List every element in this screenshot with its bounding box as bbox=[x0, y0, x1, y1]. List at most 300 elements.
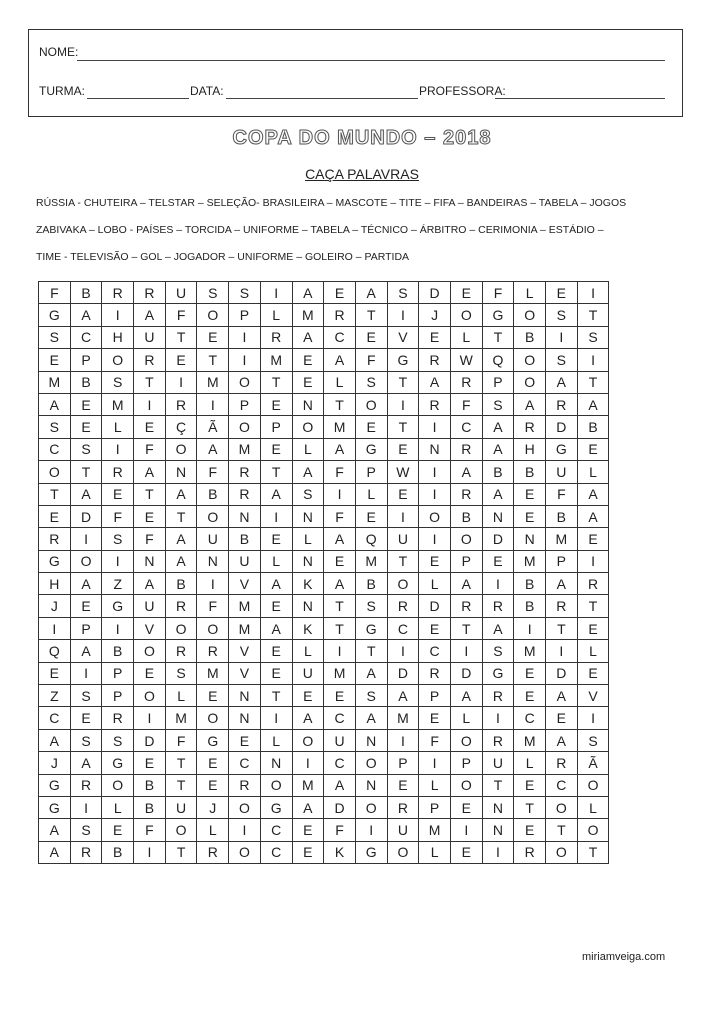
grid-cell[interactable]: A bbox=[546, 685, 578, 707]
grid-cell[interactable]: E bbox=[387, 483, 419, 505]
grid-cell[interactable]: I bbox=[102, 617, 134, 639]
grid-cell[interactable]: U bbox=[482, 752, 514, 774]
grid-cell[interactable]: T bbox=[324, 595, 356, 617]
grid-cell[interactable]: L bbox=[577, 796, 609, 818]
grid-cell[interactable]: I bbox=[577, 550, 609, 572]
grid-cell[interactable]: T bbox=[165, 752, 197, 774]
grid-cell[interactable]: I bbox=[482, 573, 514, 595]
grid-cell[interactable]: U bbox=[165, 282, 197, 304]
grid-cell[interactable]: J bbox=[39, 752, 71, 774]
grid-cell[interactable]: J bbox=[419, 304, 451, 326]
grid-cell[interactable]: N bbox=[292, 505, 324, 527]
grid-cell[interactable]: G bbox=[387, 349, 419, 371]
grid-cell[interactable]: E bbox=[70, 595, 102, 617]
grid-cell[interactable]: E bbox=[514, 662, 546, 684]
grid-cell[interactable]: N bbox=[197, 550, 229, 572]
grid-cell[interactable]: N bbox=[260, 752, 292, 774]
grid-cell[interactable]: U bbox=[292, 662, 324, 684]
grid-cell[interactable]: B bbox=[197, 483, 229, 505]
grid-cell[interactable]: A bbox=[292, 796, 324, 818]
grid-cell[interactable]: C bbox=[39, 707, 71, 729]
grid-cell[interactable]: O bbox=[355, 393, 387, 415]
grid-cell[interactable]: L bbox=[102, 416, 134, 438]
grid-cell[interactable]: L bbox=[260, 729, 292, 751]
grid-cell[interactable]: E bbox=[482, 550, 514, 572]
grid-cell[interactable]: N bbox=[229, 707, 261, 729]
grid-cell[interactable]: R bbox=[419, 393, 451, 415]
grid-cell[interactable]: H bbox=[39, 573, 71, 595]
grid-cell[interactable]: S bbox=[197, 282, 229, 304]
grid-cell[interactable]: P bbox=[70, 617, 102, 639]
grid-cell[interactable]: E bbox=[577, 662, 609, 684]
grid-cell[interactable]: I bbox=[70, 662, 102, 684]
grid-cell[interactable]: G bbox=[102, 752, 134, 774]
grid-cell[interactable]: H bbox=[514, 438, 546, 460]
grid-cell[interactable]: R bbox=[70, 841, 102, 863]
grid-cell[interactable]: T bbox=[387, 550, 419, 572]
grid-cell[interactable]: G bbox=[355, 617, 387, 639]
grid-cell[interactable]: M bbox=[546, 528, 578, 550]
grid-cell[interactable]: S bbox=[102, 371, 134, 393]
grid-cell[interactable]: P bbox=[355, 461, 387, 483]
grid-cell[interactable]: E bbox=[514, 685, 546, 707]
grid-cell[interactable]: I bbox=[134, 707, 166, 729]
grid-cell[interactable]: G bbox=[39, 774, 71, 796]
grid-cell[interactable]: T bbox=[577, 595, 609, 617]
grid-cell[interactable]: M bbox=[165, 707, 197, 729]
grid-cell[interactable]: R bbox=[324, 304, 356, 326]
grid-cell[interactable]: T bbox=[260, 461, 292, 483]
grid-cell[interactable]: T bbox=[482, 774, 514, 796]
grid-cell[interactable]: G bbox=[260, 796, 292, 818]
grid-cell[interactable]: R bbox=[229, 483, 261, 505]
grid-cell[interactable]: L bbox=[577, 640, 609, 662]
grid-cell[interactable]: G bbox=[197, 729, 229, 751]
grid-cell[interactable]: E bbox=[197, 685, 229, 707]
grid-cell[interactable]: I bbox=[197, 393, 229, 415]
grid-cell[interactable]: A bbox=[165, 550, 197, 572]
grid-cell[interactable]: I bbox=[39, 617, 71, 639]
grid-cell[interactable]: Q bbox=[482, 349, 514, 371]
grid-cell[interactable]: D bbox=[546, 416, 578, 438]
grid-cell[interactable]: I bbox=[387, 729, 419, 751]
grid-cell[interactable]: L bbox=[419, 774, 451, 796]
grid-cell[interactable]: L bbox=[197, 819, 229, 841]
grid-cell[interactable]: R bbox=[102, 282, 134, 304]
grid-cell[interactable]: F bbox=[482, 282, 514, 304]
grid-cell[interactable]: I bbox=[134, 841, 166, 863]
grid-cell[interactable]: Ã bbox=[577, 752, 609, 774]
grid-cell[interactable]: N bbox=[514, 528, 546, 550]
grid-cell[interactable]: G bbox=[482, 304, 514, 326]
grid-cell[interactable]: A bbox=[165, 528, 197, 550]
grid-cell[interactable]: E bbox=[450, 796, 482, 818]
grid-cell[interactable]: B bbox=[514, 595, 546, 617]
grid-cell[interactable]: A bbox=[134, 573, 166, 595]
grid-cell[interactable]: A bbox=[546, 573, 578, 595]
grid-cell[interactable]: P bbox=[229, 393, 261, 415]
grid-cell[interactable]: C bbox=[387, 617, 419, 639]
grid-cell[interactable]: O bbox=[450, 774, 482, 796]
grid-cell[interactable]: O bbox=[260, 774, 292, 796]
grid-cell[interactable]: J bbox=[39, 595, 71, 617]
grid-cell[interactable]: E bbox=[39, 349, 71, 371]
grid-cell[interactable]: A bbox=[577, 505, 609, 527]
grid-cell[interactable]: C bbox=[324, 707, 356, 729]
grid-cell[interactable]: L bbox=[292, 528, 324, 550]
grid-cell[interactable]: E bbox=[260, 528, 292, 550]
grid-cell[interactable]: E bbox=[260, 662, 292, 684]
grid-cell[interactable]: S bbox=[577, 729, 609, 751]
grid-cell[interactable]: O bbox=[577, 819, 609, 841]
grid-cell[interactable]: P bbox=[102, 662, 134, 684]
grid-cell[interactable]: N bbox=[482, 819, 514, 841]
grid-cell[interactable]: E bbox=[102, 819, 134, 841]
grid-cell[interactable]: R bbox=[70, 774, 102, 796]
grid-cell[interactable]: A bbox=[70, 640, 102, 662]
grid-cell[interactable]: N bbox=[229, 685, 261, 707]
grid-cell[interactable]: P bbox=[419, 796, 451, 818]
grid-cell[interactable]: A bbox=[39, 393, 71, 415]
grid-cell[interactable]: R bbox=[577, 573, 609, 595]
grid-cell[interactable]: B bbox=[134, 796, 166, 818]
grid-cell[interactable]: O bbox=[292, 416, 324, 438]
grid-cell[interactable]: O bbox=[229, 371, 261, 393]
grid-cell[interactable]: I bbox=[482, 841, 514, 863]
grid-cell[interactable]: A bbox=[260, 483, 292, 505]
grid-cell[interactable]: A bbox=[165, 483, 197, 505]
grid-cell[interactable]: R bbox=[134, 349, 166, 371]
grid-cell[interactable]: G bbox=[39, 550, 71, 572]
grid-cell[interactable]: C bbox=[260, 841, 292, 863]
grid-cell[interactable]: N bbox=[165, 461, 197, 483]
grid-cell[interactable]: U bbox=[546, 461, 578, 483]
grid-cell[interactable]: T bbox=[387, 416, 419, 438]
grid-cell[interactable]: L bbox=[260, 550, 292, 572]
grid-cell[interactable]: E bbox=[39, 662, 71, 684]
grid-cell[interactable]: P bbox=[229, 304, 261, 326]
grid-cell[interactable]: R bbox=[450, 438, 482, 460]
grid-cell[interactable]: O bbox=[197, 505, 229, 527]
grid-cell[interactable]: O bbox=[355, 752, 387, 774]
grid-cell[interactable]: R bbox=[102, 707, 134, 729]
grid-cell[interactable]: T bbox=[577, 371, 609, 393]
grid-cell[interactable]: Z bbox=[102, 573, 134, 595]
grid-cell[interactable]: I bbox=[292, 752, 324, 774]
grid-cell[interactable]: O bbox=[387, 573, 419, 595]
grid-cell[interactable]: Z bbox=[39, 685, 71, 707]
grid-cell[interactable]: R bbox=[419, 349, 451, 371]
grid-cell[interactable]: I bbox=[70, 528, 102, 550]
grid-cell[interactable]: I bbox=[102, 304, 134, 326]
grid-cell[interactable]: P bbox=[419, 685, 451, 707]
grid-cell[interactable]: E bbox=[102, 483, 134, 505]
grid-cell[interactable]: M bbox=[292, 774, 324, 796]
grid-cell[interactable]: G bbox=[355, 841, 387, 863]
grid-cell[interactable]: F bbox=[134, 528, 166, 550]
grid-cell[interactable]: E bbox=[419, 617, 451, 639]
grid-cell[interactable]: D bbox=[419, 595, 451, 617]
grid-cell[interactable]: F bbox=[165, 304, 197, 326]
grid-cell[interactable]: A bbox=[70, 304, 102, 326]
grid-cell[interactable]: G bbox=[482, 662, 514, 684]
grid-cell[interactable]: U bbox=[387, 819, 419, 841]
grid-cell[interactable]: F bbox=[450, 393, 482, 415]
grid-cell[interactable]: L bbox=[260, 304, 292, 326]
grid-cell[interactable]: R bbox=[546, 752, 578, 774]
grid-cell[interactable]: T bbox=[387, 371, 419, 393]
grid-cell[interactable]: S bbox=[577, 326, 609, 348]
grid-cell[interactable]: F bbox=[355, 349, 387, 371]
grid-cell[interactable]: W bbox=[387, 461, 419, 483]
grid-cell[interactable]: H bbox=[102, 326, 134, 348]
grid-cell[interactable]: B bbox=[70, 282, 102, 304]
grid-cell[interactable]: I bbox=[577, 707, 609, 729]
grid-cell[interactable]: A bbox=[514, 393, 546, 415]
grid-cell[interactable]: O bbox=[102, 349, 134, 371]
grid-cell[interactable]: E bbox=[355, 416, 387, 438]
grid-cell[interactable]: T bbox=[165, 326, 197, 348]
grid-cell[interactable]: I bbox=[355, 819, 387, 841]
grid-cell[interactable]: C bbox=[229, 752, 261, 774]
grid-cell[interactable]: D bbox=[134, 729, 166, 751]
grid-cell[interactable]: S bbox=[165, 662, 197, 684]
grid-cell[interactable]: M bbox=[514, 729, 546, 751]
grid-cell[interactable]: I bbox=[102, 550, 134, 572]
grid-cell[interactable]: E bbox=[355, 326, 387, 348]
grid-cell[interactable]: O bbox=[546, 796, 578, 818]
grid-cell[interactable]: A bbox=[324, 349, 356, 371]
nome-field[interactable] bbox=[77, 60, 665, 61]
grid-cell[interactable]: O bbox=[134, 685, 166, 707]
grid-cell[interactable]: I bbox=[387, 304, 419, 326]
grid-cell[interactable]: E bbox=[450, 282, 482, 304]
grid-cell[interactable]: P bbox=[450, 752, 482, 774]
grid-cell[interactable]: S bbox=[70, 685, 102, 707]
grid-cell[interactable]: V bbox=[229, 662, 261, 684]
grid-cell[interactable]: E bbox=[514, 819, 546, 841]
grid-cell[interactable]: N bbox=[355, 774, 387, 796]
grid-cell[interactable]: T bbox=[355, 640, 387, 662]
grid-cell[interactable]: A bbox=[197, 438, 229, 460]
grid-cell[interactable]: O bbox=[514, 371, 546, 393]
grid-cell[interactable]: T bbox=[514, 796, 546, 818]
grid-cell[interactable]: A bbox=[134, 304, 166, 326]
grid-cell[interactable]: T bbox=[577, 841, 609, 863]
grid-cell[interactable]: L bbox=[292, 640, 324, 662]
grid-cell[interactable]: N bbox=[355, 729, 387, 751]
grid-cell[interactable]: R bbox=[482, 595, 514, 617]
grid-cell[interactable]: I bbox=[387, 505, 419, 527]
grid-cell[interactable]: T bbox=[324, 617, 356, 639]
grid-cell[interactable]: V bbox=[229, 640, 261, 662]
grid-cell[interactable]: S bbox=[355, 371, 387, 393]
grid-cell[interactable]: C bbox=[324, 326, 356, 348]
grid-cell[interactable]: R bbox=[387, 796, 419, 818]
grid-cell[interactable]: F bbox=[197, 461, 229, 483]
grid-cell[interactable]: O bbox=[70, 550, 102, 572]
grid-cell[interactable]: D bbox=[324, 796, 356, 818]
grid-cell[interactable]: A bbox=[324, 774, 356, 796]
grid-cell[interactable]: U bbox=[324, 729, 356, 751]
grid-cell[interactable]: E bbox=[355, 505, 387, 527]
grid-cell[interactable]: L bbox=[514, 282, 546, 304]
grid-cell[interactable]: A bbox=[482, 617, 514, 639]
grid-cell[interactable]: M bbox=[260, 349, 292, 371]
grid-cell[interactable]: R bbox=[450, 483, 482, 505]
grid-cell[interactable]: E bbox=[514, 774, 546, 796]
grid-cell[interactable]: I bbox=[419, 483, 451, 505]
grid-cell[interactable]: L bbox=[292, 438, 324, 460]
grid-cell[interactable]: M bbox=[324, 662, 356, 684]
grid-cell[interactable]: E bbox=[419, 550, 451, 572]
grid-cell[interactable]: R bbox=[260, 326, 292, 348]
grid-cell[interactable]: I bbox=[450, 819, 482, 841]
grid-cell[interactable]: A bbox=[546, 371, 578, 393]
grid-cell[interactable]: A bbox=[482, 483, 514, 505]
grid-cell[interactable]: O bbox=[577, 774, 609, 796]
grid-cell[interactable]: W bbox=[450, 349, 482, 371]
grid-cell[interactable]: E bbox=[292, 371, 324, 393]
grid-cell[interactable]: A bbox=[292, 707, 324, 729]
grid-cell[interactable]: I bbox=[546, 326, 578, 348]
grid-cell[interactable]: E bbox=[577, 528, 609, 550]
grid-cell[interactable]: C bbox=[546, 774, 578, 796]
grid-cell[interactable]: L bbox=[165, 685, 197, 707]
grid-cell[interactable]: G bbox=[102, 595, 134, 617]
grid-cell[interactable]: N bbox=[292, 595, 324, 617]
grid-cell[interactable]: L bbox=[450, 707, 482, 729]
grid-cell[interactable]: E bbox=[419, 326, 451, 348]
grid-cell[interactable]: E bbox=[324, 282, 356, 304]
grid-cell[interactable]: L bbox=[355, 483, 387, 505]
grid-cell[interactable]: E bbox=[134, 416, 166, 438]
grid-cell[interactable]: A bbox=[577, 483, 609, 505]
grid-cell[interactable]: I bbox=[229, 349, 261, 371]
grid-cell[interactable]: M bbox=[229, 595, 261, 617]
grid-cell[interactable]: N bbox=[229, 505, 261, 527]
grid-cell[interactable]: R bbox=[197, 841, 229, 863]
grid-cell[interactable]: K bbox=[324, 841, 356, 863]
grid-cell[interactable]: E bbox=[387, 438, 419, 460]
grid-cell[interactable]: A bbox=[134, 461, 166, 483]
grid-cell[interactable]: E bbox=[70, 393, 102, 415]
grid-cell[interactable]: T bbox=[577, 304, 609, 326]
grid-cell[interactable]: U bbox=[197, 528, 229, 550]
grid-cell[interactable]: B bbox=[134, 774, 166, 796]
grid-cell[interactable]: E bbox=[514, 505, 546, 527]
grid-cell[interactable]: T bbox=[70, 461, 102, 483]
grid-cell[interactable]: E bbox=[324, 550, 356, 572]
grid-cell[interactable]: A bbox=[292, 326, 324, 348]
grid-cell[interactable]: O bbox=[546, 841, 578, 863]
grid-cell[interactable]: M bbox=[292, 304, 324, 326]
grid-cell[interactable]: C bbox=[70, 326, 102, 348]
grid-cell[interactable]: C bbox=[324, 752, 356, 774]
grid-cell[interactable]: B bbox=[514, 573, 546, 595]
grid-cell[interactable]: A bbox=[355, 282, 387, 304]
grid-cell[interactable]: I bbox=[229, 326, 261, 348]
grid-cell[interactable]: P bbox=[450, 550, 482, 572]
grid-cell[interactable]: T bbox=[324, 393, 356, 415]
grid-cell[interactable]: N bbox=[482, 796, 514, 818]
grid-cell[interactable]: M bbox=[419, 819, 451, 841]
grid-cell[interactable]: O bbox=[229, 416, 261, 438]
grid-cell[interactable]: E bbox=[165, 349, 197, 371]
grid-cell[interactable]: A bbox=[292, 461, 324, 483]
grid-cell[interactable]: S bbox=[355, 685, 387, 707]
grid-cell[interactable]: A bbox=[419, 371, 451, 393]
grid-cell[interactable]: R bbox=[165, 640, 197, 662]
grid-cell[interactable]: V bbox=[577, 685, 609, 707]
grid-cell[interactable]: R bbox=[514, 416, 546, 438]
grid-cell[interactable]: P bbox=[260, 416, 292, 438]
grid-cell[interactable]: A bbox=[355, 707, 387, 729]
grid-cell[interactable]: F bbox=[324, 819, 356, 841]
grid-cell[interactable]: E bbox=[197, 774, 229, 796]
grid-cell[interactable]: I bbox=[419, 752, 451, 774]
grid-cell[interactable]: G bbox=[546, 438, 578, 460]
grid-cell[interactable]: E bbox=[419, 707, 451, 729]
grid-cell[interactable]: O bbox=[102, 774, 134, 796]
grid-cell[interactable]: O bbox=[165, 438, 197, 460]
grid-cell[interactable]: R bbox=[102, 461, 134, 483]
grid-cell[interactable]: L bbox=[514, 752, 546, 774]
grid-cell[interactable]: M bbox=[355, 550, 387, 572]
grid-cell[interactable]: L bbox=[577, 461, 609, 483]
grid-cell[interactable]: I bbox=[260, 282, 292, 304]
grid-cell[interactable]: E bbox=[134, 752, 166, 774]
grid-cell[interactable]: S bbox=[102, 729, 134, 751]
grid-cell[interactable]: I bbox=[197, 573, 229, 595]
grid-cell[interactable]: I bbox=[134, 393, 166, 415]
grid-cell[interactable]: M bbox=[324, 416, 356, 438]
grid-cell[interactable]: K bbox=[292, 617, 324, 639]
grid-cell[interactable]: R bbox=[387, 595, 419, 617]
grid-cell[interactable]: O bbox=[292, 729, 324, 751]
grid-cell[interactable]: S bbox=[355, 595, 387, 617]
grid-cell[interactable]: A bbox=[450, 573, 482, 595]
grid-cell[interactable]: B bbox=[577, 416, 609, 438]
grid-cell[interactable]: V bbox=[134, 617, 166, 639]
grid-cell[interactable]: N bbox=[482, 505, 514, 527]
grid-cell[interactable]: U bbox=[134, 326, 166, 348]
grid-cell[interactable]: K bbox=[292, 573, 324, 595]
grid-cell[interactable]: O bbox=[165, 617, 197, 639]
grid-cell[interactable]: T bbox=[450, 617, 482, 639]
grid-cell[interactable]: T bbox=[260, 371, 292, 393]
grid-cell[interactable]: V bbox=[387, 326, 419, 348]
grid-cell[interactable]: D bbox=[482, 528, 514, 550]
grid-cell[interactable]: C bbox=[419, 640, 451, 662]
grid-cell[interactable]: S bbox=[292, 483, 324, 505]
grid-cell[interactable]: R bbox=[546, 393, 578, 415]
grid-cell[interactable]: S bbox=[70, 438, 102, 460]
grid-cell[interactable]: S bbox=[482, 640, 514, 662]
grid-cell[interactable]: F bbox=[39, 282, 71, 304]
grid-cell[interactable]: Q bbox=[355, 528, 387, 550]
grid-cell[interactable]: B bbox=[70, 371, 102, 393]
grid-cell[interactable]: P bbox=[482, 371, 514, 393]
grid-cell[interactable]: C bbox=[260, 819, 292, 841]
grid-cell[interactable]: R bbox=[546, 595, 578, 617]
grid-cell[interactable]: E bbox=[387, 774, 419, 796]
grid-cell[interactable]: Ã bbox=[197, 416, 229, 438]
grid-cell[interactable]: R bbox=[229, 461, 261, 483]
grid-cell[interactable]: F bbox=[165, 729, 197, 751]
grid-cell[interactable]: R bbox=[450, 595, 482, 617]
grid-cell[interactable]: U bbox=[387, 528, 419, 550]
